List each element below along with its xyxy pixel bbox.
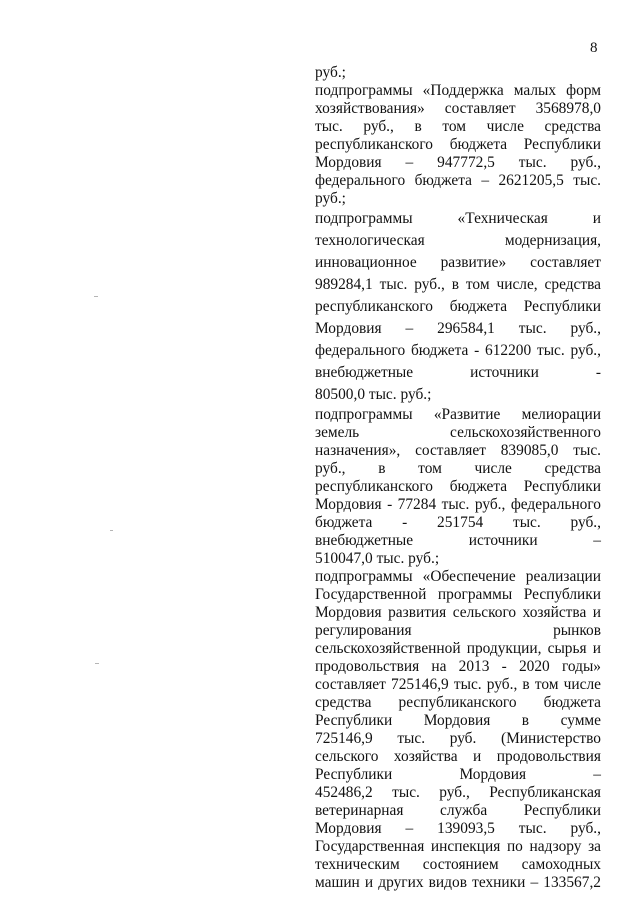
text-line: бюджета - 251754 тыс. руб., xyxy=(315,514,601,531)
text-line: сельского хозяйства и продовольствия xyxy=(315,748,601,765)
text-line: 725146,9 тыс. руб. (Министерство xyxy=(315,730,601,747)
text-line: Мордовия - 77284 тыс. руб., федерального xyxy=(315,496,601,513)
text-line: внебюджетные источники - xyxy=(315,364,601,381)
text-line: подпрограммы «Обеспечение реализации xyxy=(315,568,601,585)
text-line: подпрограммы «Развитие мелиорации xyxy=(315,406,601,423)
text-line: федерального бюджета - 612200 тыс. руб., xyxy=(315,342,601,359)
text-line: 510047,0 тыс. руб.; xyxy=(315,550,440,567)
text-line: продовольствия на 2013 - 2020 годы» xyxy=(315,658,601,675)
text-line: 989284,1 тыс. руб., в том числе, средства xyxy=(315,276,601,293)
text-line: республиканского бюджета Республики xyxy=(315,298,601,315)
text-line: подпрограммы «Поддержка малых форм xyxy=(315,82,601,99)
text-line: инновационное развитие» составляет xyxy=(315,254,601,271)
text-line: Мордовия – 296584,1 тыс. руб., xyxy=(315,320,601,337)
text-line: руб., в том числе средства xyxy=(315,460,601,477)
text-line: федерального бюджета – 2621205,5 тыс. xyxy=(315,172,601,189)
text-line: средства республиканского бюджета xyxy=(315,694,601,711)
text-line: 452486,2 тыс. руб., Республиканская xyxy=(315,784,601,801)
scan-mark xyxy=(95,663,99,664)
text-line: земель сельскохозяйственного xyxy=(315,424,601,441)
text-line: тыс. руб., в том числе средства xyxy=(315,118,601,135)
text-line: машин и других видов техники – 133567,2 xyxy=(315,874,601,891)
text-line: хозяйствования» составляет 3568978,0 xyxy=(315,100,601,117)
page-number: 8 xyxy=(590,40,598,56)
text-line: составляет 725146,9 тыс. руб., в том числе xyxy=(315,676,601,693)
text-line: сельскохозяйственной продукции, сырья и xyxy=(315,640,601,657)
text-line: технологическая модернизация, xyxy=(315,232,601,249)
text-line: республиканского бюджета Республики xyxy=(315,478,601,495)
text-line: Государственная инспекция по надзору за xyxy=(315,838,601,855)
scan-mark xyxy=(110,530,113,531)
text-line: подпрограммы «Техническая и xyxy=(315,210,601,227)
text-line: ветеринарная служба Республики xyxy=(315,802,601,819)
text-line: Мордовия – 139093,5 тыс. руб., xyxy=(315,820,601,837)
text-line: техническим состоянием самоходных xyxy=(315,856,601,873)
text-column xyxy=(315,64,601,892)
text-line: Мордовия развития сельского хозяйства и xyxy=(315,604,601,621)
text-line: регулирования рынков xyxy=(315,622,601,639)
text-line: Республики Мордовия в сумме xyxy=(315,712,601,729)
text-line: Республики Мордовия – xyxy=(315,766,601,783)
text-line: назначения», составляет 839085,0 тыс. xyxy=(315,442,601,459)
text-line: Мордовия – 947772,5 тыс. руб., xyxy=(315,154,601,171)
text-line: 80500,0 тыс. руб.; xyxy=(315,386,432,403)
text-line: руб.; xyxy=(315,64,346,81)
text-line: республиканского бюджета Республики xyxy=(315,136,601,153)
text-line: Государственной программы Республики xyxy=(315,586,601,603)
text-line: внебюджетные источники – xyxy=(315,532,601,549)
text-line: руб.; xyxy=(315,190,346,207)
scan-mark xyxy=(94,296,98,297)
